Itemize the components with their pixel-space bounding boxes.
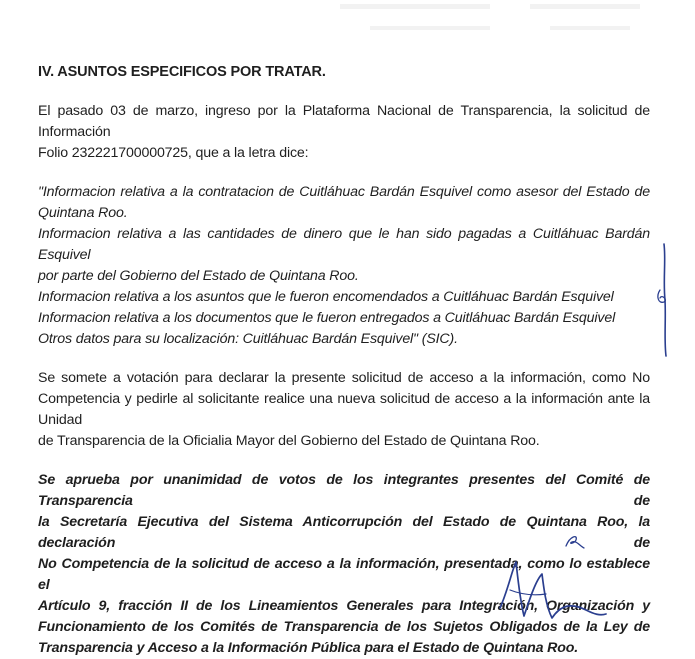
intro-line: Folio 232221700000725, que a la letra dice: xyxy=(38,145,309,161)
quote-line: Otros datos para su localización: Cuitláhuac Bardán Esquivel" (SIC). xyxy=(38,331,458,347)
resolution-line: No Competencia de la solicitud de acceso a la información, presentada, como lo establece el xyxy=(38,556,650,593)
resolution-line: Transparencia y Acceso a la Información Pública para el Estado de Quintana Roo. xyxy=(38,640,579,656)
vote-paragraph xyxy=(38,368,650,452)
vote-line: de Transparencia de la Oficialia Mayor del Gobierno del Estado de Quintana Roo. xyxy=(38,433,540,449)
quote-line: Quintana Roo. xyxy=(38,205,128,221)
quote-line: Informacion relativa a los documentos que le fueron entregados a Cuitláhuac Bardán Esquivel xyxy=(38,310,616,326)
quote-line: Informacion relativa a los asuntos que le fueron encomendados a Cuitláhuac Bardán Esquivel xyxy=(38,289,614,305)
vote-line: Competencia y pedirle al solicitante realice una nueva solicitud de acceso a la información ante la Unidad xyxy=(38,391,650,428)
quote-line: "Informacion relativa a la contratacion de Cuitláhuac Bardán Esquivel como asesor del Estado de xyxy=(38,184,650,200)
intro-paragraph xyxy=(38,101,650,164)
vote-line: Se somete a votación para declarar la presente solicitud de acceso a la información, como No xyxy=(38,370,650,386)
quote-line: por parte del Gobierno del Estado de Quintana Roo. xyxy=(38,268,359,284)
section-heading: IV. ASUNTOS ESPECIFICOS POR TRATAR. xyxy=(38,64,326,80)
handwritten-signature-icon xyxy=(490,550,610,628)
intro-line: El pasado 03 de marzo, ingreso por la Plataforma Nacional de Transparencia, la solicitud de Información xyxy=(38,103,650,140)
handwritten-initial-icon xyxy=(562,530,588,552)
resolution-line: Funcionamiento de los Comités de Transparencia de los Sujetos Obligados de la Ley de xyxy=(38,619,650,635)
request-quote xyxy=(38,182,650,350)
resolution-line: Artículo 9, fracción II de los Lineamientos Generales para Integración, Organización y xyxy=(38,598,650,614)
resolution-line: Se aprueba por unanimidad de votos de los integrantes presentes del Comité de Transparencia de xyxy=(38,472,650,509)
quote-line: Informacion relativa a las cantidades de dinero que le han sido pagadas a Cuitláhuac Bardán Esquivel xyxy=(38,226,650,263)
resolution-line: la Secretaría Ejecutiva del Sistema Anticorrupción del Estado de Quintana Roo, la declaración de xyxy=(38,514,650,551)
bleed-through-marks xyxy=(330,0,660,60)
handwritten-initials-icon xyxy=(648,240,678,360)
